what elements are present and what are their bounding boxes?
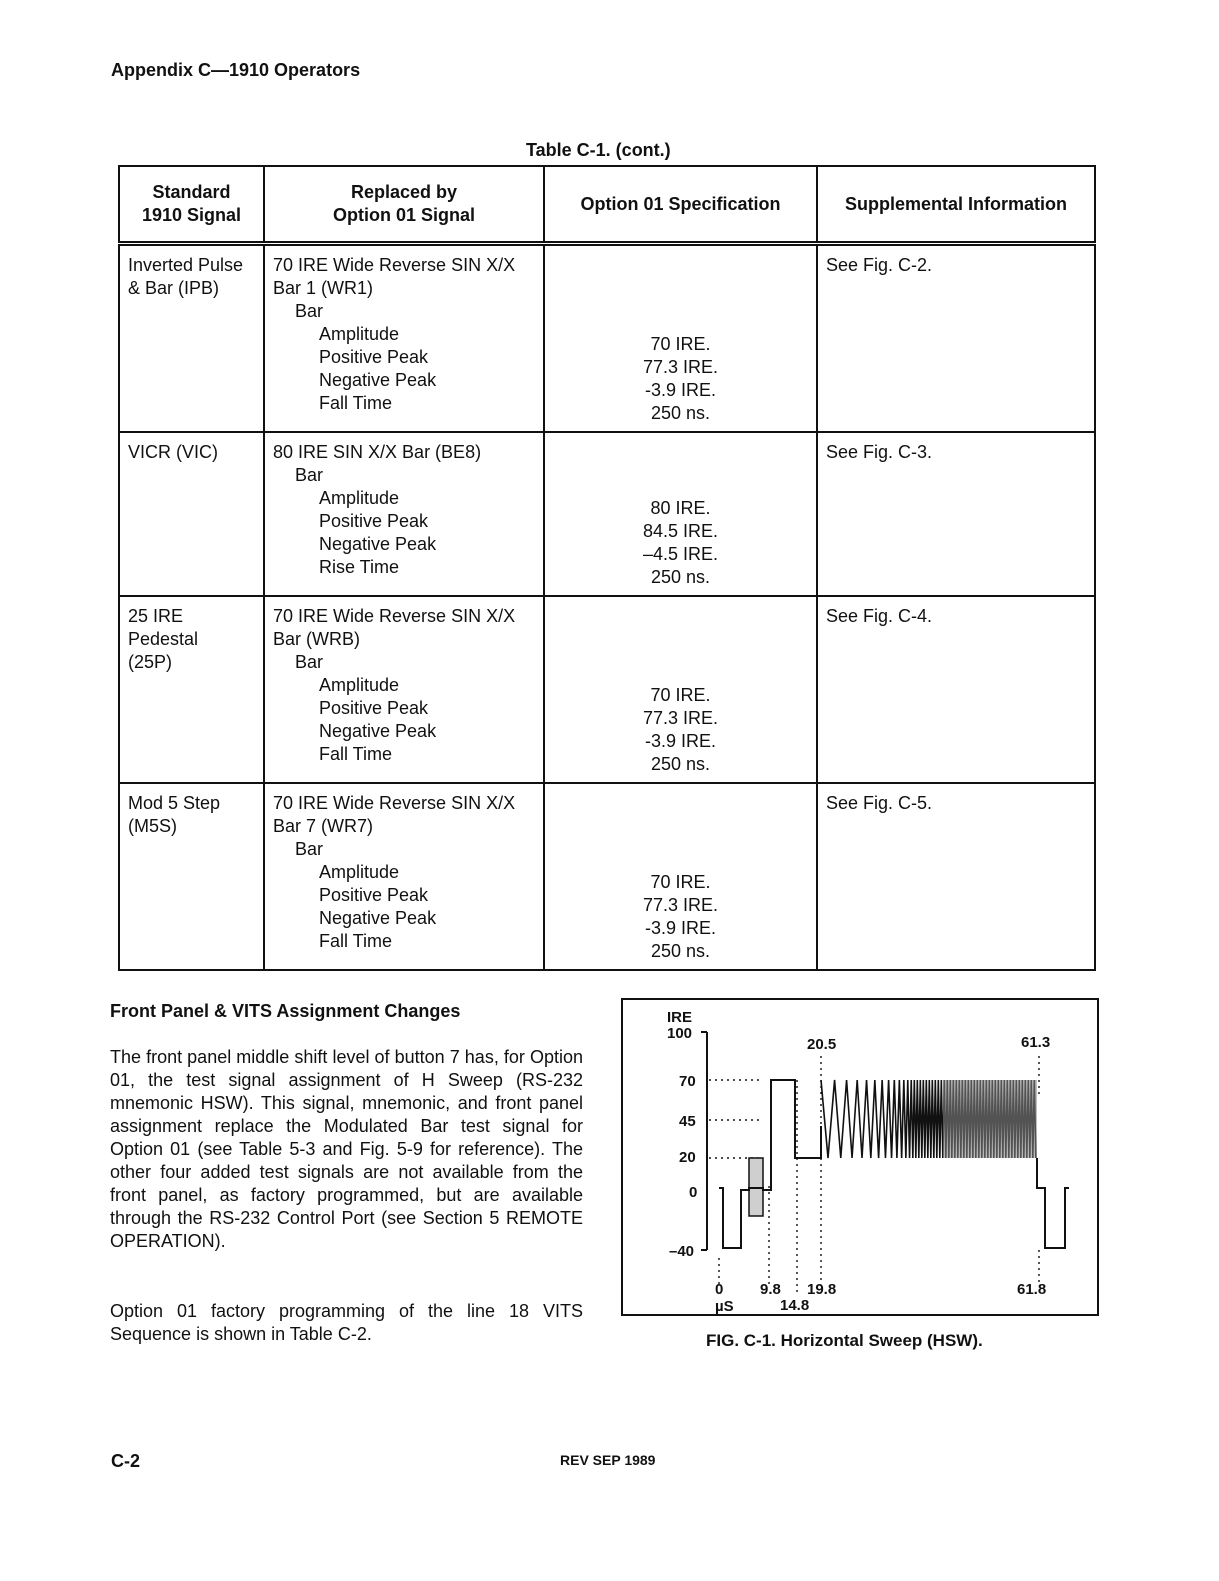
revision-date: REV SEP 1989 [560,1452,656,1468]
cell-supplemental: See Fig. C-4. [817,596,1095,783]
axis-title: IRE [667,1009,693,1026]
y-tick-100: 100 [667,1025,693,1042]
waveform-trace-end [1037,1158,1069,1248]
label-19-8: 19.8 [807,1281,837,1298]
column-header-standard: Standard 1910 Signal [119,166,264,244]
figure-caption: FIG. C-1. Horizontal Sweep (HSW). [706,1331,983,1350]
cell-standard-signal: Mod 5 Step (M5S) [119,783,264,970]
cell-specification: 70 IRE. 77.3 IRE. -3.9 IRE. 250 ns. [544,244,817,433]
table-row [119,432,1095,596]
table-header-row [119,166,1095,244]
waveform-trace [719,1080,821,1248]
cell-replaced-by: 70 IRE Wide Reverse SIN X/X Bar (WRB) Bar Amplitude Positive Peak Negative Peak Fall Time [264,596,544,783]
y-tick-0: 0 [689,1184,698,1201]
sweep-dense-fill [943,1080,1037,1158]
page-header: Appendix C—1910 Operators [111,60,361,80]
y-tick-45: 45 [679,1113,696,1130]
y-tick-minus-40: –40 [669,1243,695,1260]
cell-replaced-by: 80 IRE SIN X/X Bar (BE8) Bar Amplitude Positive Peak Negative Peak Rise Time [264,432,544,596]
figure-horizontal-sweep [621,998,1099,1316]
column-header-replaced: Replaced by Option 01 Signal [264,166,544,244]
label-0: 0 [715,1281,724,1298]
cell-standard-signal: VICR (VIC) [119,432,264,596]
section-title: Front Panel & VITS Assignment Changes [110,1001,461,1021]
label-61-3: 61.3 [1021,1034,1051,1051]
paragraph-vits-sequence: Option 01 factory programming of the line 18 VITS Sequence is shown in Table C-2. [110,1301,583,1344]
cell-specification: 80 IRE. 84.5 IRE. –4.5 IRE. 250 ns. [544,432,817,596]
cell-specification: 70 IRE. 77.3 IRE. -3.9 IRE. 250 ns. [544,783,817,970]
sweep-waveform-diagram [623,1000,1097,1314]
cell-supplemental: See Fig. C-2. [817,244,1095,433]
cell-supplemental: See Fig. C-3. [817,432,1095,596]
label-9-8: 9.8 [760,1281,781,1298]
cell-standard-signal: 25 IRE Pedestal (25P) [119,596,264,783]
cell-specification: 70 IRE. 77.3 IRE. -3.9 IRE. 250 ns. [544,596,817,783]
label-14-8: 14.8 [780,1297,810,1314]
label-20-5: 20.5 [807,1036,837,1053]
page-number: C-2 [111,1451,141,1471]
table-row [119,596,1095,783]
y-tick-70: 70 [679,1073,696,1090]
cell-supplemental: See Fig. C-5. [817,783,1095,970]
y-tick-20: 20 [679,1149,696,1166]
cell-replaced-by: 70 IRE Wide Reverse SIN X/X Bar 7 (WR7) Bar Amplitude Positive Peak Negative Peak Fall Time [264,783,544,970]
column-header-spec: Option 01 Specification [544,166,817,244]
table-title: Table C-1. (cont.) [526,140,671,160]
spec-table [118,165,1096,971]
column-header-supplemental: Supplemental Information [817,166,1095,244]
paragraph-front-panel: The front panel middle shift level of button 7 has, for Option 01, the test signal assignment of H Sweep (RS-232 mnemonic HSW). This signal, mnemonic, and front panel assignment replace the Modulated Bar test signal for Option 01 (see Table 5-3 and Fig. 5-9 for reference). The other four added test signals are not available from the front panel, as factory programmed, but are available through the RS-232 Control Port (see Section 5 REMOTE OPERATION). [110,1047,583,1251]
table-row [119,783,1095,970]
table-row [119,244,1095,433]
label-61-8: 61.8 [1017,1281,1047,1298]
cell-replaced-by: 70 IRE Wide Reverse SIN X/X Bar 1 (WR1) Bar Amplitude Positive Peak Negative Peak Fall Time [264,244,544,433]
unit-label: µS [715,1298,734,1314]
cell-standard-signal: Inverted Pulse & Bar (IPB) [119,244,264,433]
